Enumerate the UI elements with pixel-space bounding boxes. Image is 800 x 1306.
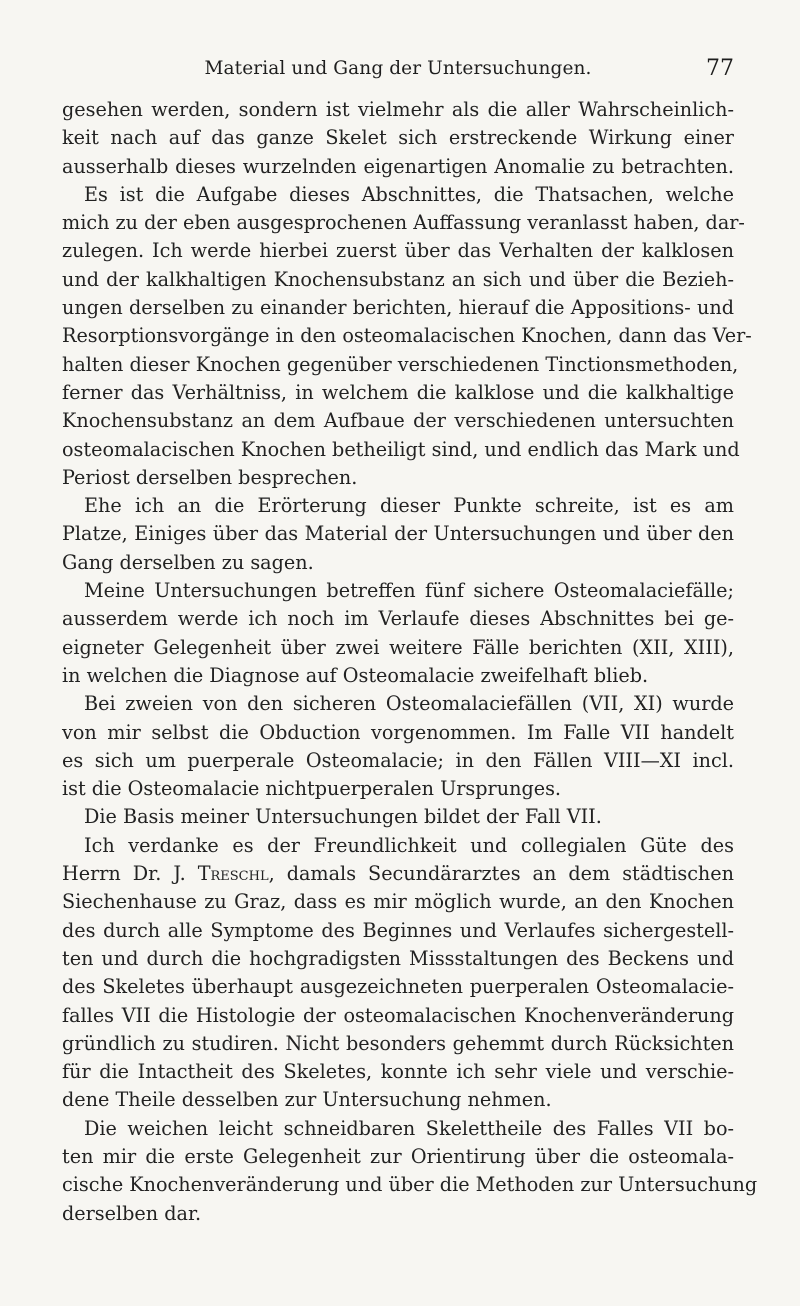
person-name: Treschl bbox=[197, 862, 269, 886]
text-line: mich zu der eben ausgesprochenen Auffassung veranlasst haben, dar- bbox=[62, 211, 745, 235]
page-number: 77 bbox=[706, 56, 734, 81]
running-title: Material und Gang der Untersuchungen. bbox=[204, 58, 592, 79]
text-line: osteomalacischen Knochen betheiligt sind, und endlich das Mark und bbox=[62, 437, 740, 461]
text-line: des durch alle Symptome des Beginnes und Verlaufes sichergestell- bbox=[62, 918, 734, 942]
text-line: dene Theile desselben zur Untersuchung nehmen. bbox=[62, 1088, 552, 1112]
text-line: ausserhalb dieses wurzelnden eigenartigen Anomalie zu betrachten. bbox=[62, 154, 734, 178]
text-line: ferner das Verhältniss, in welchem die kalklose und die kalkhaltige bbox=[62, 380, 734, 404]
text-line: Die Basis meiner Untersuchungen bildet der Fall VII. bbox=[84, 805, 602, 829]
text-line: Bei zweien von den sicheren Osteomalaciefällen (VII, XI) wurde bbox=[84, 692, 734, 716]
page-header bbox=[62, 58, 734, 88]
text-line: Es ist die Aufgabe dieses Abschnittes, die Thatsachen, welche bbox=[84, 182, 734, 206]
text-line: cische Knochenveränderung und über die Methoden zur Untersuchung bbox=[62, 1173, 758, 1197]
text-line: Resorptionsvorgänge in den osteomalacischen Knochen, dann das Ver- bbox=[62, 324, 752, 348]
text-line: Platze, Einiges über das Material der Untersuchungen und über den bbox=[62, 522, 734, 546]
text-line bbox=[62, 860, 734, 888]
text-line: halten dieser Knochen gegenüber verschiedenen Tinctionsmethoden, bbox=[62, 352, 739, 376]
text-line: Periost derselben besprechen. bbox=[62, 465, 358, 489]
text-line: und der kalkhaltigen Knochensubstanz an sich und über die Bezieh- bbox=[62, 267, 734, 291]
text-line: gründlich zu studiren. Nicht besonders gehemmt durch Rücksichten bbox=[62, 1031, 734, 1055]
text-line: in welchen die Diagnose auf Osteomalacie zweifelhaft blieb. bbox=[62, 663, 649, 687]
text-line: Meine Untersuchungen betreffen fünf sichere Osteomalaciefälle; bbox=[84, 579, 734, 603]
text-line: ten mir die erste Gelegenheit zur Orientirung über die osteomala- bbox=[62, 1144, 734, 1168]
text-line: falles VII die Histologie der osteomalacischen Knochenveränderung bbox=[62, 1003, 734, 1027]
text-line: Gang derselben zu sagen. bbox=[62, 550, 314, 574]
text-line: Die weichen leicht schneidbaren Skelettheile des Falles VII bo- bbox=[84, 1116, 734, 1140]
text-line: keit nach auf das ganze Skelet sich erstreckende Wirkung einer bbox=[62, 126, 734, 150]
text-line: Siechenhause zu Graz, dass es mir möglich wurde, an den Knochen bbox=[62, 890, 734, 914]
text-line: Knochensubstanz an dem Aufbaue der verschiedenen untersuchten bbox=[62, 409, 734, 433]
text-line: eigneter Gelegenheit über zwei weitere Fälle berichten (XII, XIII), bbox=[62, 635, 734, 659]
text-line: ten und durch die hochgradigsten Missstaltungen des Beckens und bbox=[62, 946, 734, 970]
text-line: ist die Osteomalacie nichtpuerperalen Ursprunges. bbox=[62, 777, 562, 801]
text-line: gesehen werden, sondern ist vielmehr als die aller Wahrscheinlich- bbox=[62, 98, 734, 121]
text-line: ausserdem werde ich noch im Verlaufe dieses Abschnittes bei ge- bbox=[62, 607, 734, 631]
text-line: von mir selbst die Obduction vorgenommen. Im Falle VII handelt bbox=[62, 720, 734, 744]
text-line: ungen derselben zu einander berichten, hierauf die Appositions- und bbox=[62, 296, 734, 320]
text-line: Ich verdanke es der Freundlichkeit und collegialen Güte des bbox=[84, 833, 734, 857]
text-segment: Herrn Dr. J. bbox=[62, 862, 198, 886]
text-line: derselben dar. bbox=[62, 1201, 202, 1225]
text-line: Ehe ich an die Erörterung dieser Punkte schreite, ist es am bbox=[84, 494, 734, 518]
text-segment: , damals Secundärarztes an dem städtischen bbox=[268, 862, 735, 886]
body-text bbox=[62, 96, 758, 1228]
text-line: des Skeletes überhaupt ausgezeichneten puerperalen Osteomalacie- bbox=[62, 975, 734, 999]
text-line: für die Intactheit des Skeletes, konnte ich sehr viele und verschie- bbox=[62, 1060, 734, 1084]
text-line: zulegen. Ich werde hierbei zuerst über das Verhalten der kalklosen bbox=[62, 239, 734, 263]
text-line: es sich um puerperale Osteomalacie; in den Fällen VIII—XI incl. bbox=[62, 748, 734, 772]
